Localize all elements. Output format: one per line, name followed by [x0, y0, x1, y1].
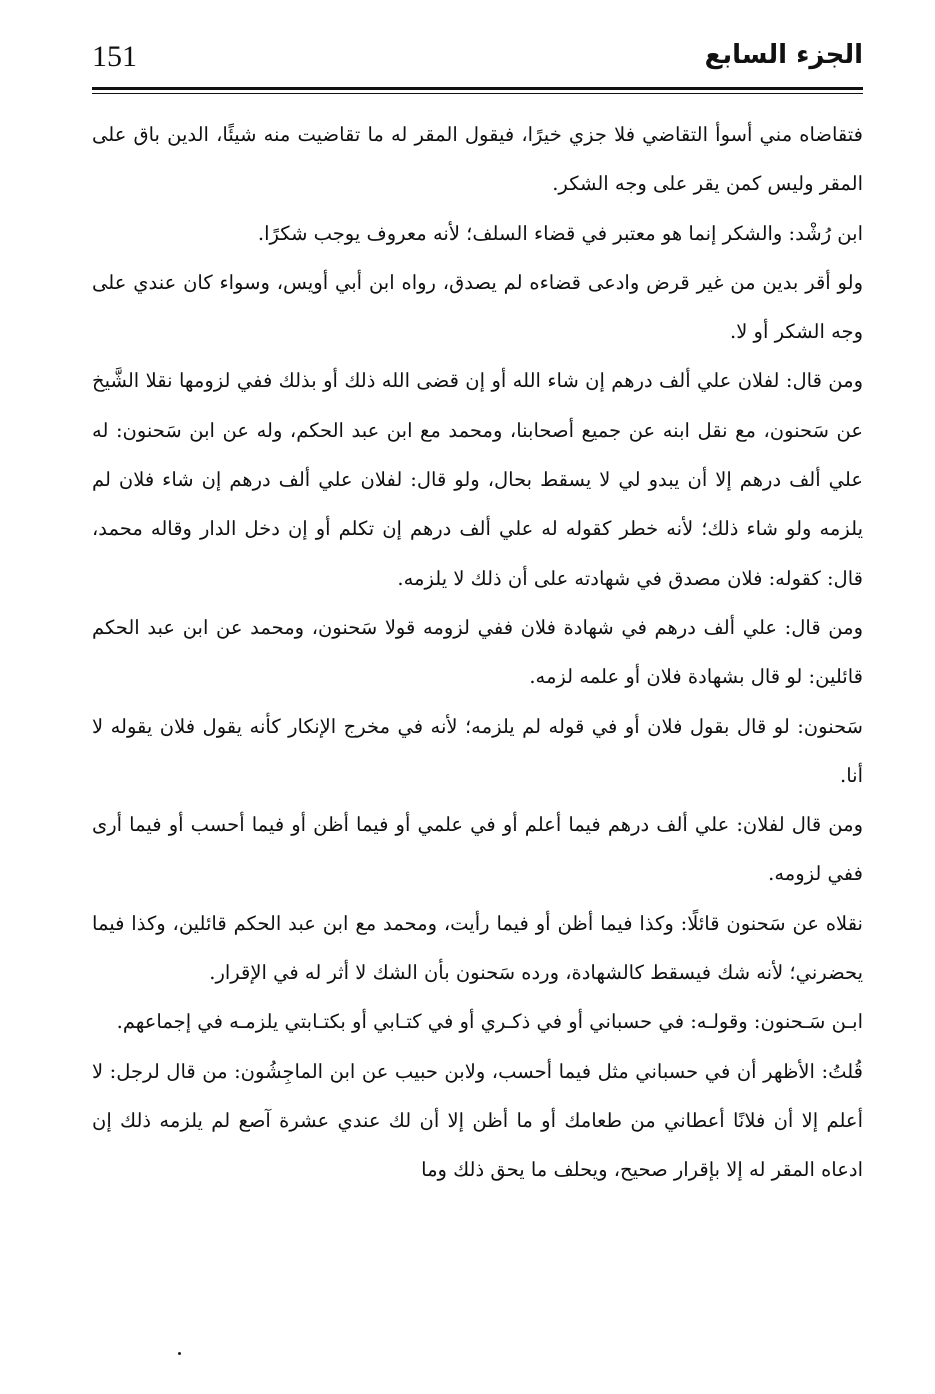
paragraph: ومن قال: علي ألف درهم في شهادة فلان ففي لزومه قولا سَحنون، ومحمد عن ابن عبد الحكم قائلين: لو قال بشهادة فلان أو علمه لزمه.	[92, 615, 863, 689]
running-title: الجزء السابع	[704, 40, 863, 70]
paragraph: سَحنون: لو قال بقول فلان أو في قوله لم يلزمه؛ لأنه في مخرج الإنكار كأنه يقول فلان يقوله لا أنا.	[92, 714, 863, 787]
paragraph: فتقاضاه مني أسوأ التقاضي فلا جزي خيرًا، فيقول المقر له ما تقاضيت منه شيئًا، الدين باق على المقر وليس كمن يقر على وجه الشكر.	[92, 123, 863, 196]
header-rule-thick	[92, 87, 863, 90]
paragraph: ابـن سَـحنون: وقولـه: في حسباني أو في ذكـري أو في كتـابي أو بكتـابتي يلزمـه في إجماعهم.	[116, 1010, 863, 1034]
footer-dot	[178, 1352, 181, 1355]
paragraph: ولو أقر بدين من غير قرض وادعى قضاءه لم يصدق، رواه ابن أبي أويس، وسواء كان عندي على وجه الشكر أو لا.	[92, 270, 863, 344]
paragraph: ابن رُشْد: والشكر إنما هو معتبر في قضاء السلف؛ لأنه معروف يوجب شكرًا.	[257, 221, 863, 245]
paragraph: قُلتُ: الأظهر أن في حسباني مثل فيما أحسب، ولابن حبيب عن ابن الماجِشُون: من قال لرجل: لا أعلم إلا أن فلانًا أعطاني من طعامك أو ما أظن إلا أن لك عندي عشرة آصع لم يلزمه ذلك إن ادعاه المقر له إلا بإقرار صحيح، ويحلف ما يحق ذلك وما	[92, 1059, 863, 1182]
header-rule-thin	[92, 93, 863, 94]
paragraph: نقلاه عن سَحنون قائلًا: وكذا فيما أظن أو فيما رأيت، ومحمد مع ابن عبد الحكم قائلين، وكذا فيما يحضرني؛ لأنه شك فيسقط كالشهادة، ورده سَحنون بأن الشك لا أثر له في الإقرار.	[92, 911, 863, 985]
paragraph: ومن قال: لفلان علي ألف درهم إن شاء الله أو إن قضى الله ذلك أو بذلك ففي لزومها نقلا الشَّيخ عن سَحنون، مع نقل ابنه عن جميع أصحابنا، ومحمد مع ابن عبد الحكم، وله عن ابن سَحنون: له علي ألف درهم إلا أن يبدو لي لا يسقط بحال، ولو قال: لفلان علي ألف درهم إن شاء فلان لم يلزمه ولو شاء ذلك؛ لأنه خطر كقوله له علي ألف درهم إن تكلم أو إن دخل الدار وقاله محمد، قال: كقوله: فلان مصدق في شهادته على أن ذلك لا يلزمه.	[92, 369, 863, 590]
paragraph: ومن قال لفلان: علي ألف درهم فيما أعلم أو في علمي أو فيما أظن أو فيما أحسب أو فيما أرى ففي لزومه.	[92, 813, 863, 886]
body-text	[92, 110, 863, 1195]
page-header	[92, 36, 863, 90]
page-number: 151	[92, 40, 137, 73]
